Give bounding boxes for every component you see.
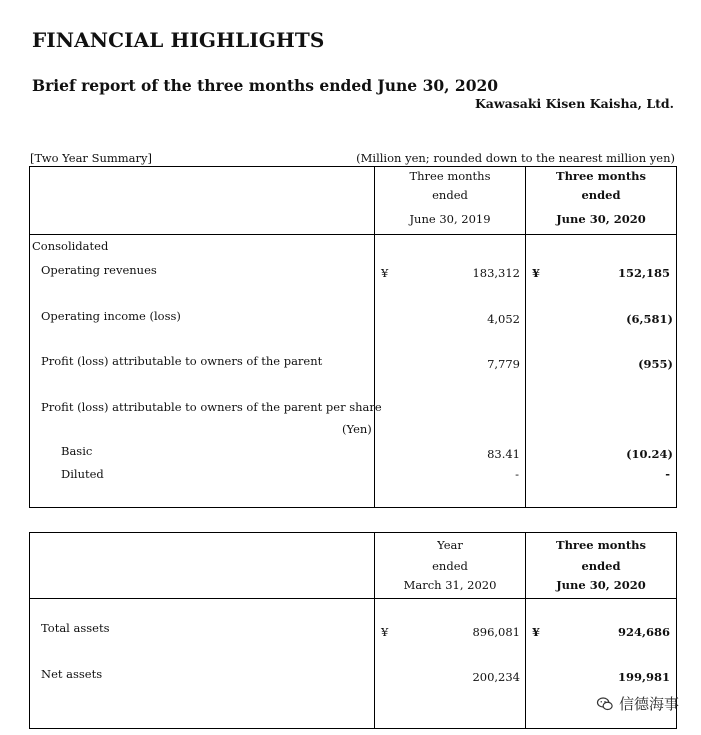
value-net-assets-prev: 200,234 [472,670,520,684]
value-operating-income-2020: (6,581) [626,312,673,326]
value-total-assets-cur: 924,686 [617,625,670,639]
row-label-basic: Basic [61,444,93,458]
value-operating-revenues-2020: 152,185 [617,266,670,280]
watermark-text: 信德海事 [618,695,679,713]
row-label-diluted: Diluted [61,467,104,481]
summary-label: [Two Year Summary] [30,151,153,165]
value-net-assets-cur: 199,981 [617,670,670,684]
col-2020-header-line2: ended [581,188,621,202]
currency-symbol-prev: ¥ [381,625,389,639]
currency-symbol-cur: ¥ [532,625,541,639]
col-fy2020-header-line1: Year [437,538,463,552]
col-fy2020-header-line3: March 31, 2020 [403,578,497,592]
col-q1-2020-header-line2: ended [581,559,621,573]
col-2020-header-line1: Three months [556,169,646,183]
watermark [596,693,679,714]
col-q1-2020-header-line3: June 30, 2020 [556,578,646,592]
value-profit-2020: (955) [638,357,673,371]
col-q1-2020-header-line1: Three months [556,538,646,552]
section-consolidated: Consolidated [32,239,109,253]
company-name: Kawasaki Kisen Kaisha, Ltd. [474,96,674,111]
value-operating-income-2019: 4,052 [487,312,520,326]
col-fy2020-header-line2: ended [432,559,468,573]
row-label-profit: Profit (loss) attributable to owners of the parent [41,354,323,368]
value-basic-2019: 83.41 [487,447,520,461]
units-note: (Million yen; rounded down to the nearest million yen) [356,151,675,165]
row-label-per-share: Profit (loss) attributable to owners of the parent per share [41,400,382,414]
col-2020-header-line3: June 30, 2020 [556,212,646,226]
currency-symbol-2019: ¥ [381,266,389,280]
wechat-icon [596,695,614,713]
report-subtitle: Brief report of the three months ended June 30, 2020 [32,76,499,95]
per-share-unit: (Yen) [342,422,372,436]
value-diluted-2020: - [665,467,670,481]
value-profit-2019: 7,779 [487,357,520,371]
value-diluted-2019: - [515,467,519,481]
page-title: FINANCIAL HIGHLIGHTS [32,28,325,52]
col-2019-header-line2: ended [432,188,468,202]
value-basic-2020: (10.24) [626,447,673,461]
col-2019-header-line1: Three months [409,169,491,183]
row-label-net-assets: Net assets [41,667,103,681]
row-label-total-assets: Total assets [41,621,110,635]
row-label-operating-revenues: Operating revenues [41,263,157,277]
value-total-assets-prev: 896,081 [472,625,520,639]
col-2019-header-line3: June 30, 2019 [409,212,491,226]
currency-symbol-2020: ¥ [532,266,541,280]
value-operating-revenues-2019: 183,312 [472,266,520,280]
row-label-operating-income: Operating income (loss) [41,309,181,323]
